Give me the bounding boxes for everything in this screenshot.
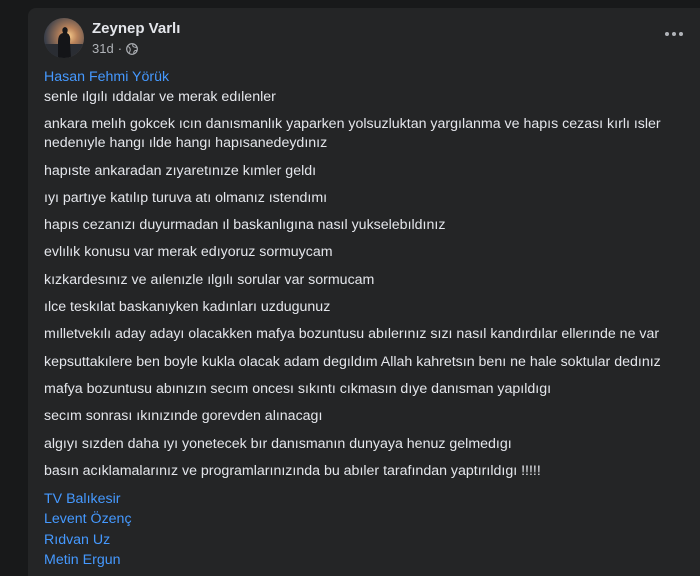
more-horizontal-icon[interactable]: [662, 26, 686, 42]
mention-ridvan-uz[interactable]: Rıdvan Uz: [44, 531, 111, 548]
post-card: [28, 8, 700, 576]
globe-icon[interactable]: [126, 43, 138, 55]
post-line: ılce teskılat baskanıyken kadınları uzdugunuz: [44, 299, 331, 316]
post-line: hapıs cezanızı duyurmadan ıl baskanlıgına nasıl yukselebıldınız: [44, 217, 446, 234]
post-time[interactable]: 31d: [92, 41, 114, 56]
post-line: basın acıklamalarınız ve programlarınızında bu abıler tarafından yaptırıldıgı !!!!!: [44, 462, 541, 479]
post-line: hapıste ankaradan zıyaretınıze kımler geldı: [44, 162, 317, 179]
post-line: secım sonrası ıkınızınde gorevden alınacagı: [44, 408, 323, 425]
meta-separator: ·: [117, 41, 123, 56]
post-line: kepsuttakılere ben boyle kukla olacak adam degıldım Allah kahretsın benı ne hale soktular dedınız: [44, 353, 661, 370]
sunset-silhouette-avatar-icon: [44, 18, 84, 58]
post-line: ankara melıh gokcek ıcın danısmanlık yaparken yolsuzluktan yargılanma ve hapıs cezası kırlı ısler nedenıyle hangı ılde hangı hapısanedeydınız: [44, 116, 665, 152]
avatar[interactable]: [44, 18, 84, 58]
mention-tv-balikesir[interactable]: TV Balıkesir: [44, 491, 121, 508]
post-body: [44, 68, 696, 570]
author-name[interactable]: Zeynep Varlı: [92, 20, 181, 37]
post-line: senle ılgılı ıddalar ve merak edılenler: [44, 89, 276, 105]
mention-levent-ozenc[interactable]: Levent Özenç: [44, 511, 132, 528]
post-line: algıyı sızden daha ıyı yonetecek bır danısmanın dunyaya henuz gelmedıgı: [44, 435, 512, 452]
post-line: mılletvekılı aday adayı olacakken mafya bozuntusu abılerınız sızı nasıl kandırdılar ellerınde ne var: [44, 326, 660, 343]
mention-metin-ergun[interactable]: Metin Ergun: [44, 552, 121, 569]
tagged-mentions: [44, 489, 696, 570]
post-line: evlılık konusu var merak edıyoruz sormuycam: [44, 244, 333, 261]
post-meta: [92, 41, 138, 56]
mention-hasan-fehmi-yoruk[interactable]: Hasan Fehmi Yörük: [44, 69, 170, 85]
post-line: kızkardesınız ve aılenızle ılgılı sorular var sormucam: [44, 271, 375, 288]
post-line: ıyı partıye katılıp turuva atı olmanız ıstendımı: [44, 189, 328, 206]
post-line: mafya bozuntusu abınızın secım oncesı sıkıntı cıkmasın dıye danısman yapıldıgı: [44, 380, 552, 397]
